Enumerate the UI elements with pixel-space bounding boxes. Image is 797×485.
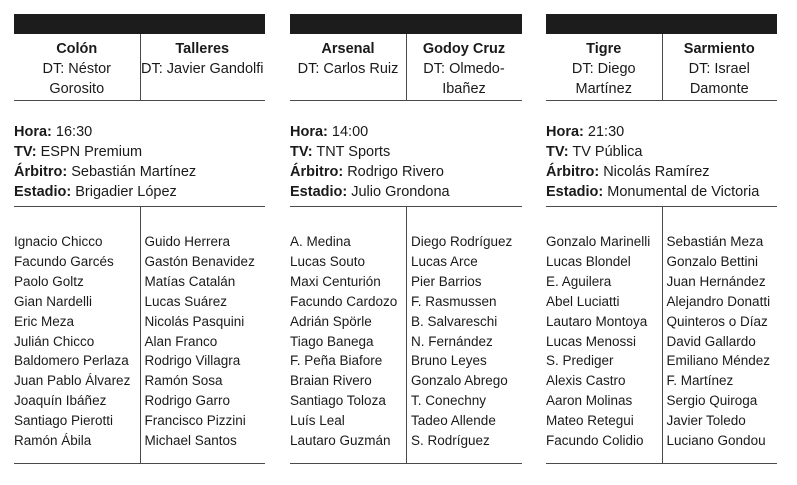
player-name: Guido Herrera [144, 234, 231, 249]
match-column [290, 14, 522, 464]
info-value: Julio Grondona [351, 184, 450, 200]
away-team-coach: DT: Israel Damonte [688, 61, 750, 97]
teams-header [290, 34, 522, 100]
player-name: Gian Nardelli [14, 293, 93, 309]
info-label: Estadio: [546, 184, 604, 200]
divider [546, 463, 777, 464]
info-arbitro [14, 162, 265, 182]
info-tv [290, 142, 522, 162]
player-name: Quinteros o Díaz [666, 313, 768, 329]
lineup-divider [406, 207, 407, 463]
player-name: Nicolás Pasquini [144, 313, 245, 329]
player-name: Lucas Souto [290, 253, 366, 269]
match-header-bar [546, 14, 777, 34]
info-label: Hora: [546, 124, 584, 140]
player-name: Adrián Spörle [290, 313, 372, 329]
info-label: Estadio: [14, 184, 72, 200]
player-name: Julián Chicco [14, 333, 95, 349]
player-name: Lucas Suárez [144, 293, 228, 309]
home-team-name: Colón [56, 41, 98, 57]
info-estadio [14, 182, 265, 202]
player-name: S. Prediger [546, 353, 614, 369]
info-value: 16:30 [55, 124, 93, 140]
lineups [290, 207, 522, 463]
info-label: Estadio: [290, 184, 348, 200]
player-name: Facundo Colidio [546, 433, 644, 449]
player-name: A. Medina [290, 234, 351, 249]
away-lineup [657, 207, 778, 463]
player-name: Juan Hernández [666, 273, 766, 289]
away-lineup [135, 207, 266, 463]
home-team-name: Tigre [586, 41, 622, 57]
info-tv [14, 142, 265, 162]
info-label: Árbitro: [14, 164, 68, 180]
player-name: Luciano Gondou [666, 433, 766, 449]
lineup-divider [140, 207, 141, 463]
info-label: Árbitro: [546, 164, 600, 180]
match-info [546, 101, 777, 206]
match-header-bar [290, 14, 522, 34]
away-team-coach: DT: Javier Gandolfi [141, 61, 264, 77]
info-label: Hora: [14, 124, 52, 140]
player-name: Abel Luciatti [546, 293, 620, 309]
info-value: Nicolás Ramírez [603, 164, 710, 180]
player-name: Maxi Centurión [290, 273, 381, 289]
player-name: Lucas Blondel [546, 253, 631, 269]
lineups [546, 207, 777, 463]
team-divider [140, 34, 141, 100]
player-name: Gastón Benavidez [144, 253, 255, 269]
team-divider [406, 34, 407, 100]
match-header-bar [14, 14, 265, 34]
player-name: David Gallardo [666, 333, 756, 349]
player-name: Luís Leal [290, 413, 345, 429]
info-label: TV: [290, 144, 313, 160]
info-estadio [546, 182, 777, 202]
away-team-name: Sarmiento [683, 41, 755, 57]
player-name: Santiago Toloza [290, 393, 386, 409]
info-value: Monumental de Victoria [607, 184, 760, 200]
player-name: Gonzalo Marinelli [546, 234, 651, 249]
player-name: Aaron Molinas [546, 393, 633, 409]
player-name: T. Conechny [411, 393, 487, 409]
player-name: N. Fernández [411, 333, 493, 349]
info-tv [546, 142, 777, 162]
player-name: E. Aguilera [546, 273, 612, 289]
divider [290, 463, 522, 464]
player-name: Ramón Sosa [144, 373, 223, 389]
team-divider [662, 34, 663, 100]
away-team-name: Godoy Cruz [422, 41, 506, 57]
player-name: Rodrigo Villagra [144, 353, 241, 369]
teams-header [14, 34, 265, 100]
info-estadio [290, 182, 522, 202]
home-lineup [290, 207, 401, 463]
home-team [14, 34, 140, 100]
info-value: TV Pública [572, 144, 643, 160]
home-team-coach: DT: Néstor Gorosito [42, 61, 111, 97]
player-name: Ignacio Chicco [14, 234, 103, 249]
info-label: Árbitro: [290, 164, 344, 180]
info-value: TNT Sports [316, 144, 391, 160]
player-name: S. Rodríguez [411, 433, 490, 449]
player-name: Alejandro Donatti [666, 293, 771, 309]
player-name: B. Salvareschi [411, 313, 498, 329]
player-name: Michael Santos [144, 433, 237, 449]
player-name: Paolo Goltz [14, 273, 84, 289]
player-name: Sebastián Meza [666, 234, 764, 249]
info-value: Sebastián Martínez [71, 164, 197, 180]
info-label: TV: [14, 144, 37, 160]
player-name: Lucas Arce [411, 253, 478, 269]
player-name: Ramón Ábila [14, 433, 92, 449]
player-name: Lautaro Guzmán [290, 433, 391, 449]
info-arbitro [546, 162, 777, 182]
match-info [290, 101, 522, 206]
player-name: Joaquín Ibáñez [14, 393, 107, 409]
home-team [546, 34, 662, 100]
player-name: Alan Franco [144, 333, 218, 349]
away-team [140, 34, 266, 100]
player-name: Emiliano Méndez [666, 353, 771, 369]
info-value: 14:00 [331, 124, 369, 140]
info-value: 21:30 [587, 124, 625, 140]
teams-header [546, 34, 777, 100]
player-name: Matías Catalán [144, 273, 236, 289]
away-team-name: Talleres [175, 41, 230, 57]
info-hora [290, 122, 522, 142]
player-name: Sergio Quiroga [666, 393, 758, 409]
player-name: Tiago Banega [290, 333, 374, 349]
player-name: Javier Toledo [666, 413, 746, 429]
home-team-name: Arsenal [321, 41, 375, 57]
info-value: Rodrigo Rivero [347, 164, 444, 180]
player-name: Juan Pablo Álvarez [14, 373, 131, 389]
info-label: Hora: [290, 124, 328, 140]
home-team-coach: DT: Carlos Ruiz [297, 61, 399, 77]
away-team [662, 34, 778, 100]
divider [14, 463, 265, 464]
away-team-coach: DT: Olmedo-Ibañez [423, 61, 505, 97]
player-name: F. Peña Biafore [290, 353, 383, 369]
player-name: Alexis Castro [546, 373, 626, 389]
info-value: ESPN Premium [40, 144, 143, 160]
away-team [406, 34, 522, 100]
lineups [14, 207, 265, 463]
player-name: Eric Meza [14, 313, 75, 329]
player-name: Gonzalo Bettini [666, 253, 759, 269]
player-name: Santiago Pierotti [14, 413, 114, 429]
info-label: TV: [546, 144, 569, 160]
match-info [14, 101, 265, 206]
player-name: Rodrigo Garro [144, 393, 231, 409]
player-name: Francisco Pizzini [144, 413, 246, 429]
player-name: Facundo Garcés [14, 253, 114, 269]
home-lineup [546, 207, 657, 463]
match-column [546, 14, 777, 464]
player-name: Gonzalo Abrego [411, 373, 508, 389]
info-hora [14, 122, 265, 142]
player-name: Baldomero Perlaza [14, 353, 129, 369]
info-arbitro [290, 162, 522, 182]
info-hora [546, 122, 777, 142]
info-value: Brigadier López [75, 184, 177, 200]
player-name: Tadeo Allende [411, 413, 496, 429]
home-team-coach: DT: Diego Martínez [571, 61, 636, 97]
player-name: Lautaro Montoya [546, 313, 648, 329]
player-name: F. Rasmussen [411, 293, 497, 309]
away-lineup [401, 207, 522, 463]
match-column [14, 14, 265, 464]
home-lineup [14, 207, 135, 463]
player-name: Pier Barrios [411, 273, 482, 289]
player-name: Braian Rivero [290, 373, 372, 389]
lineup-divider [662, 207, 663, 463]
player-name: Lucas Menossi [546, 333, 637, 349]
player-name: Diego Rodríguez [411, 234, 513, 249]
player-name: Facundo Cardozo [290, 293, 398, 309]
player-name: Mateo Retegui [546, 413, 634, 429]
home-team [290, 34, 406, 100]
player-name: Bruno Leyes [411, 353, 487, 369]
player-name: F. Martínez [666, 373, 734, 389]
